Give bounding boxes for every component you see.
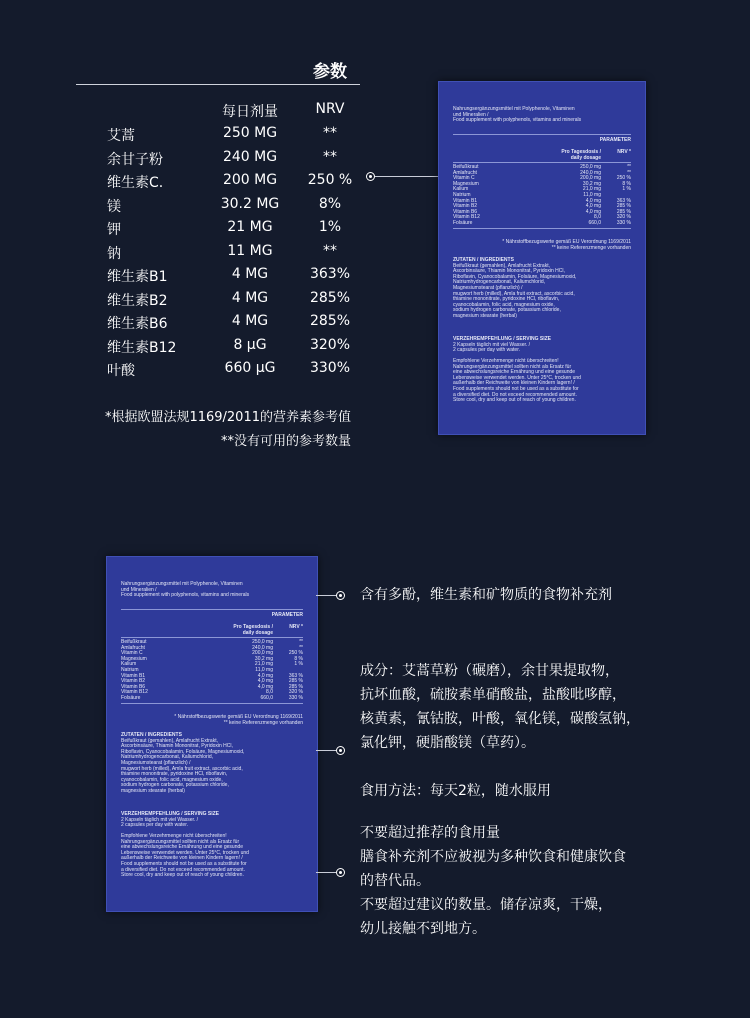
label-text: Nahrungsergänzungsmittel sollten nicht als Ersatz für <box>453 363 572 370</box>
daily-dose: 4 MG <box>231 313 269 329</box>
daily-dose: 21 MG <box>227 219 273 235</box>
ingredients-line: 成分：艾蒿草粉（碾磨），余甘果提取物， <box>360 663 619 679</box>
label-text: Food supplement with polyphenols, vitamins and minerals <box>453 117 582 124</box>
label-text: Food supplements should not be used as a substitute for <box>121 861 247 867</box>
label-text: Ascorbinsäure, Thiamin Mononitrat, Pyridoxin HCl, <box>453 268 565 275</box>
label-text: ** keine Referenzmenge vorhanden <box>551 244 631 251</box>
nrv-value: ** <box>323 125 337 141</box>
warning-line: 的替代品。 <box>360 873 430 889</box>
label-text: Ascorbinsäure, Thiamin Mononitrat, Pyridoxin HCl, <box>121 743 233 750</box>
label-serving-heading: VERZEHREMPFEHLUNG / SERVING SIZE <box>121 811 219 817</box>
ingredients-line: 氯化钾，硬脂酸镁（草药）。 <box>360 735 535 751</box>
nutrition-title: 参数 <box>313 62 347 82</box>
label-nutrient-dose: 21,0 mg <box>582 186 601 193</box>
label-text: Magnesiumstearat (pflanzlich) / <box>453 285 523 291</box>
label-text: eine abwechslungsreiche Ernährung und eine gesunde <box>121 844 244 851</box>
footnote-no-reference: **没有可用的参考数量 <box>220 434 351 449</box>
label-nutrient-dose: 250,0 mg <box>252 639 273 645</box>
label-text: a diversified diet. Do not exceed recommended amount. <box>121 866 245 873</box>
pointer-dot <box>366 172 375 181</box>
ingredients-line: 核黄素，氰钴胺，叶酸，氧化镁，碳酸氢钠， <box>360 711 640 727</box>
daily-dose: 8 µG <box>233 336 267 353</box>
label-nutrient-nrv: 1 % <box>622 186 631 193</box>
label-text: daily dosage <box>570 154 601 161</box>
label-nutrient-dose: 250,0 mg <box>580 164 601 170</box>
daily-dose: 4 MG <box>231 266 269 282</box>
label-text: thiamine mononitrate, pyridoxine HCl, riboflavin, <box>453 296 560 303</box>
label-ingredients-heading: ZUTATEN / INGREDIENTS <box>121 732 182 738</box>
label-text: Nahrungsergänzungsmittel mit Polyphenole, Vitaminen <box>453 106 575 112</box>
nutrient-name: 钠 <box>107 245 121 262</box>
label-nutrient-dose: 4,0 mg <box>257 678 273 685</box>
label-nutrient-name: Vitamin B12 <box>121 689 148 696</box>
daily-dose: 200 MG <box>222 172 278 188</box>
label-text: cyanocobalamin, folic acid, magnesium oxide, <box>121 776 223 783</box>
label-nutrient-nrv: ** <box>627 164 631 170</box>
warning-line: 不要超过推荐的食用量 <box>360 825 500 841</box>
label-divider <box>121 703 303 704</box>
nutrient-name: 镁 <box>107 198 121 215</box>
nrv-value: 285% <box>309 289 351 306</box>
label-nutrient-nrv: 330 % <box>616 220 631 226</box>
warning-line: 不要超过建议的数量。储存凉爽，干燥， <box>360 897 612 913</box>
label-nutrient-dose: 8,0 <box>266 689 273 696</box>
label-parameter-heading: PARAMETER <box>599 137 631 143</box>
daily-dose: 240 MG <box>222 148 278 165</box>
label-nutrient-name: Magnesium <box>453 180 479 187</box>
label-divider <box>453 228 631 229</box>
nutrient-name: 钾 <box>107 222 121 238</box>
description-summary: 含有多酚，维生素和矿物质的食物补充剂 <box>360 587 612 603</box>
label-text: Food supplement with polyphenols, vitamins and minerals <box>121 592 250 599</box>
label-nutrient-name: Vitamin B2 <box>453 203 478 210</box>
label-divider <box>453 162 631 163</box>
pointer-line <box>375 176 438 177</box>
label-nutrient-nrv: 285 % <box>616 203 631 210</box>
label-nutrient-nrv: 363 % <box>288 672 303 679</box>
label-text: Natriumhydrogencarbonat, Kaliumchlorid, <box>121 754 213 761</box>
label-text: 2 capsules per day with water. <box>453 347 520 354</box>
label-nutrient-dose: 8,0 <box>594 214 601 221</box>
label-text: eine abwechslungsreiche Ernährung und eine gesunde <box>453 369 576 376</box>
nutrient-name: 维生素C. <box>107 175 164 191</box>
label-text: * Nährstoffbezugswerte gemäß EU Verordnung 1169/2011 <box>502 239 631 245</box>
pointer-dot <box>336 591 345 600</box>
label-nutrient-nrv: 8 % <box>294 655 303 662</box>
label-nutrient-dose: 660,0 <box>588 220 601 226</box>
daily-dose: 30.2 MG <box>220 195 280 212</box>
label-nutrient-nrv: 330 % <box>288 695 303 701</box>
title-divider <box>76 84 360 85</box>
label-nutrient-dose: 4,0 mg <box>585 208 601 215</box>
label-nutrient-name: Vitamin C <box>453 175 475 182</box>
label-divider <box>453 134 631 135</box>
label-text: Empfohlene Verzehrmenge nicht überschreiten! <box>121 833 227 839</box>
footnote-nrv-regulation: *根据欧盟法规1169/2011的营养素参考值 <box>104 410 351 425</box>
label-nutrient-name: Vitamin C <box>121 650 143 657</box>
label-nutrient-name: Vitamin B1 <box>121 672 146 679</box>
label-nutrient-nrv: 320 % <box>616 214 631 221</box>
nrv-value: 250 % <box>307 172 353 188</box>
label-text: mugwort herb (milled), Amla fruit extract, ascorbic acid, <box>121 765 243 772</box>
daily-dose: 660 µG <box>224 360 276 376</box>
label-text: Riboflavin, Cyanocobalamin, Folsäure, Magnesiumoxid, <box>453 273 577 280</box>
label-nutrient-name: Natrium <box>453 192 471 198</box>
label-nutrient-nrv: 285 % <box>616 208 631 215</box>
label-text: Lebensweise verwendet werden. Unter 25°C, trocken und <box>121 849 249 856</box>
label-nutrient-name: Vitamin B12 <box>453 214 480 221</box>
label-text: Riboflavin, Cyanocobalamin, Folsäure, Magnesiumoxid, <box>121 748 245 755</box>
nutrient-name: 维生素B6 <box>107 316 168 332</box>
label-text: NRV * <box>617 149 631 155</box>
label-text: Nahrungsergänzungsmittel sollten nicht als Ersatz für <box>121 838 240 845</box>
label-text: Nahrungsergänzungsmittel mit Polyphenole, Vitaminen <box>121 581 243 587</box>
label-nutrient-name: Magnesium <box>121 655 147 662</box>
label-text: Lebensweise verwendet werden. Unter 25°C, trocken und <box>453 374 581 381</box>
label-text: 2 Kapseln täglich mit viel Wasser. / <box>453 341 531 348</box>
label-text: außerhalb der Reichweite von kleinen Kindern lagern! / <box>121 855 243 862</box>
nrv-value: 8% <box>318 195 342 212</box>
label-text: NRV * <box>289 624 303 630</box>
nrv-value: 330% <box>309 360 351 376</box>
nrv-value: 363% <box>309 266 351 282</box>
nutrient-name: 余甘子粉 <box>107 151 163 168</box>
nrv-value: 285% <box>309 313 351 329</box>
pointer-line <box>316 595 336 596</box>
label-nutrient-name: Amlafrucht <box>121 644 145 651</box>
pointer-line <box>316 750 336 751</box>
nutrient-name: 维生素B12 <box>107 339 177 356</box>
label-text: außerhalb der Reichweite von kleinen Kindern lagern! / <box>453 380 575 387</box>
label-nutrient-name: Vitamin B6 <box>121 683 146 690</box>
description-ingredients <box>360 659 640 755</box>
product-label-box-bottom <box>106 556 318 912</box>
label-nutrient-name: Beifußkraut <box>121 639 147 645</box>
label-ingredients-heading: ZUTATEN / INGREDIENTS <box>453 257 514 263</box>
label-nutrient-nrv: ** <box>299 639 303 645</box>
label-nutrient-nrv: 285 % <box>288 678 303 685</box>
label-nutrient-name: Vitamin B2 <box>121 678 146 685</box>
label-nutrient-dose: 4,0 mg <box>257 683 273 690</box>
product-label-box-top <box>438 81 646 435</box>
label-nutrient-dose: 200,0 mg <box>580 175 601 182</box>
label-text: Natriumhydrogencarbonat, Kaliumchlorid, <box>453 279 545 286</box>
label-nutrient-nrv: 250 % <box>616 175 631 182</box>
ingredients-line: 抗坏血酸，硫胺素单硝酸盐，盐酸吡哆醇， <box>360 687 626 703</box>
description-warnings <box>360 821 626 941</box>
label-text: magnesium stearate (herbal) <box>453 313 517 319</box>
label-text: sodium hydrogen carbonate, potassium chloride, <box>121 782 229 789</box>
pointer-dot <box>336 868 345 877</box>
label-nutrient-dose: 4,0 mg <box>585 197 601 204</box>
label-nutrient-nrv: 320 % <box>288 689 303 696</box>
label-serving-heading: VERZEHREMPFEHLUNG / SERVING SIZE <box>453 336 551 342</box>
label-text: Magnesiumstearat (pflanzlich) / <box>121 760 191 766</box>
label-nutrient-dose: 30,2 mg <box>582 180 601 187</box>
label-nutrient-dose: 11,0 mg <box>255 667 273 673</box>
label-nutrient-name: Natrium <box>121 667 139 673</box>
label-nutrient-nrv: ** <box>299 644 303 651</box>
label-nutrient-name: Vitamin B1 <box>453 197 478 204</box>
label-text: magnesium stearate (herbal) <box>121 788 185 794</box>
label-nutrient-dose: 30,2 mg <box>254 655 273 662</box>
description-usage: 食用方法：每天2粒，随水服用 <box>360 783 551 799</box>
column-header-daily-dose: 每日剂量 <box>222 104 278 120</box>
label-text: daily dosage <box>242 629 273 636</box>
label-text: und Mineralien / <box>121 586 157 593</box>
column-header-nrv: NRV <box>315 101 345 117</box>
label-nutrient-dose: 4,0 mg <box>257 672 273 679</box>
label-nutrient-name: Kalium <box>121 661 137 668</box>
label-nutrient-dose: 21,0 mg <box>254 661 273 668</box>
label-divider <box>121 609 303 610</box>
label-text: Store cool, dry and keep out of reach of young children. <box>453 397 576 404</box>
label-nutrient-nrv: 363 % <box>616 197 631 204</box>
label-divider <box>121 637 303 638</box>
label-nutrient-nrv: ** <box>627 169 631 176</box>
label-nutrient-name: Folsäure <box>453 220 473 226</box>
label-nutrient-dose: 240,0 mg <box>252 644 273 651</box>
label-text: 2 capsules per day with water. <box>121 822 188 829</box>
label-nutrient-nrv: 285 % <box>288 683 303 690</box>
label-nutrient-nrv: 1 % <box>294 661 303 668</box>
label-nutrient-nrv: 250 % <box>288 650 303 657</box>
label-text: Food supplements should not be used as a substitute for <box>453 386 579 392</box>
nutrient-name: 维生素B2 <box>107 292 168 309</box>
label-text: und Mineralien / <box>453 111 489 118</box>
label-nutrient-dose: 4,0 mg <box>585 203 601 210</box>
label-text: * Nährstoffbezugswerte gemäß EU Verordnung 1169/2011 <box>174 714 303 720</box>
pointer-line <box>316 872 336 873</box>
label-nutrient-dose: 240,0 mg <box>580 169 601 176</box>
label-nutrient-name: Vitamin B6 <box>453 208 478 215</box>
label-text: Beifußkraut (gemahlen), Amlafrucht Extrakt, <box>453 262 550 269</box>
label-text: a diversified diet. Do not exceed recommended amount. <box>453 391 577 398</box>
nutrient-name: 维生素B1 <box>107 269 168 285</box>
nrv-value: 320% <box>309 336 351 353</box>
nrv-value: ** <box>323 242 337 259</box>
label-nutrient-name: Kalium <box>453 186 469 193</box>
nutrient-name: 叶酸 <box>107 363 135 379</box>
pointer-dot <box>336 746 345 755</box>
label-text: Store cool, dry and keep out of reach of young children. <box>121 872 244 879</box>
daily-dose: 4 MG <box>231 289 269 306</box>
label-text: mugwort herb (milled), Amla fruit extract, ascorbic acid, <box>453 290 575 297</box>
daily-dose: 11 MG <box>227 242 273 259</box>
label-text: ** keine Referenzmenge vorhanden <box>223 719 303 726</box>
label-nutrient-dose: 200,0 mg <box>252 650 273 657</box>
nutrient-name: 艾蒿 <box>107 128 135 144</box>
label-nutrient-name: Beifußkraut <box>453 164 479 170</box>
label-parameter-heading: PARAMETER <box>271 612 303 618</box>
label-text: cyanocobalamin, folic acid, magnesium oxide, <box>453 301 555 308</box>
label-nutrient-name: Folsäure <box>121 695 141 701</box>
label-nutrient-dose: 660,0 <box>260 695 273 701</box>
label-text: Beifußkraut (gemahlen), Amlafrucht Extrakt, <box>121 737 218 744</box>
warning-line: 膳食补充剂不应被视为多种饮食和健康饮食 <box>360 849 626 865</box>
label-nutrient-dose: 11,0 mg <box>583 192 601 198</box>
nrv-value: 1% <box>318 219 342 235</box>
label-text: Empfohlene Verzehrmenge nicht überschreiten! <box>453 358 559 364</box>
daily-dose: 250 MG <box>222 125 278 141</box>
label-text: Pro Tagesdosis / <box>233 624 273 630</box>
label-text: Pro Tagesdosis / <box>561 149 601 155</box>
warning-line: 幼儿接触不到地方。 <box>360 921 486 937</box>
label-text: thiamine mononitrate, pyridoxine HCl, riboflavin, <box>121 771 228 778</box>
nrv-value: ** <box>323 148 337 165</box>
label-nutrient-name: Amlafrucht <box>453 169 477 176</box>
label-text: 2 Kapseln täglich mit viel Wasser. / <box>121 816 199 823</box>
label-text: sodium hydrogen carbonate, potassium chloride, <box>453 307 561 314</box>
label-nutrient-nrv: 8 % <box>622 180 631 187</box>
